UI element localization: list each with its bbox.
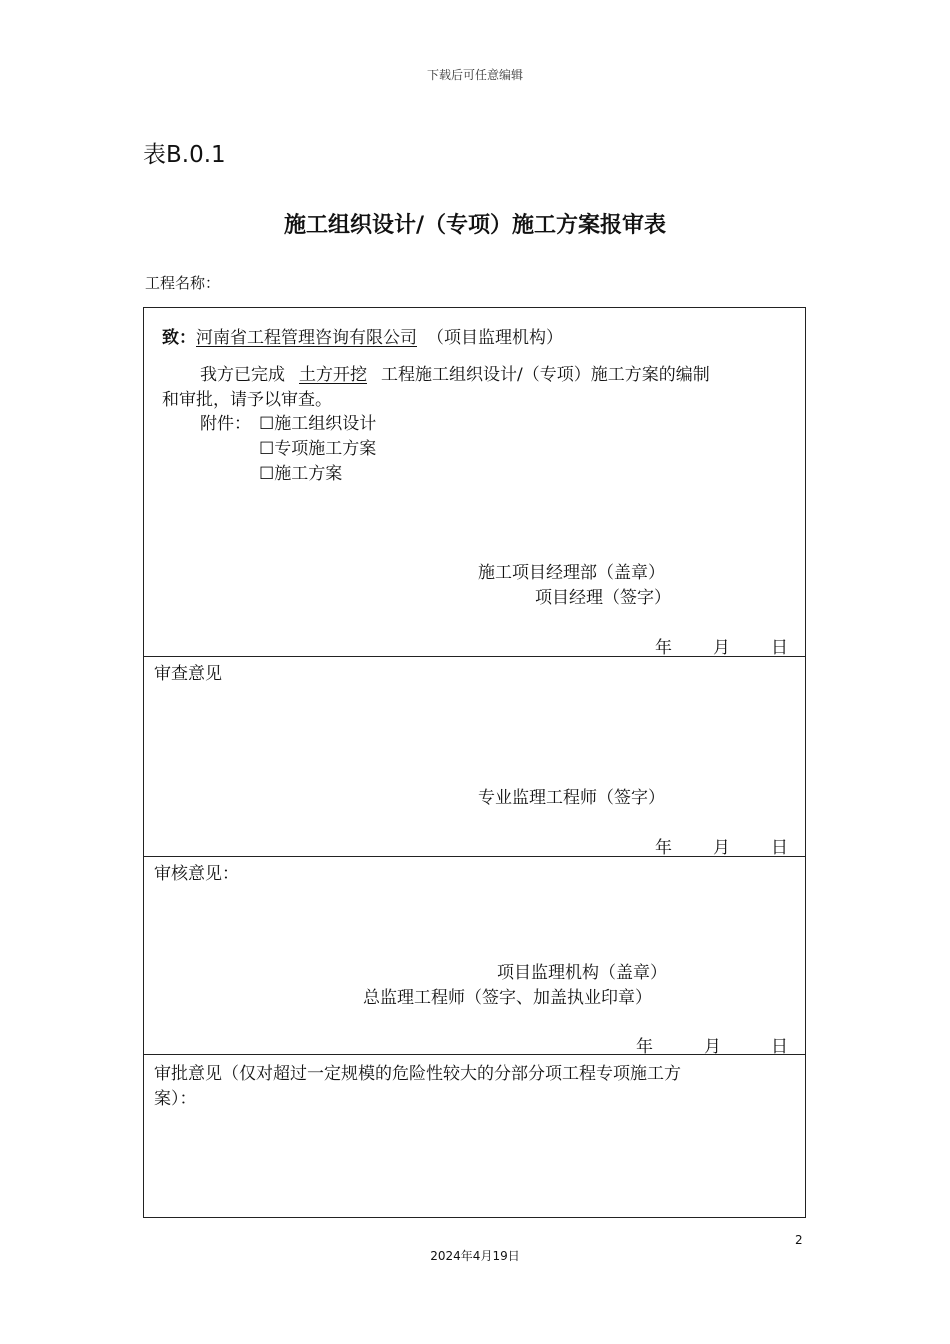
date-year: 年 — [655, 638, 672, 658]
date-year: 年 — [655, 838, 672, 858]
recipient-line — [162, 323, 563, 348]
attachment-label-text: 专项施工方案 — [274, 439, 377, 459]
project-underline — [285, 365, 381, 385]
approval-opinion-heading-line-2: 案）： — [154, 1089, 197, 1109]
checkbox-icon[interactable]: ☐ — [259, 414, 275, 434]
body-suffix: 工程施工组织设计/（专项）施工方案的编制 — [381, 365, 710, 385]
supervision-org-stamp-label: 项目监理机构（盖章） — [497, 963, 667, 983]
page-number: 2 — [795, 1233, 803, 1247]
project-name-value: 土方开挖 — [299, 365, 367, 385]
project-manager-sign-label: 项目经理（签字） — [535, 588, 671, 608]
attachment-label-text: 施工方案 — [274, 464, 343, 484]
contractor-stamp-label: 施工项目经理部（盖章） — [478, 563, 665, 583]
date-month: 月 — [713, 838, 730, 858]
audit-opinion-heading: 审核意见： — [154, 864, 239, 884]
body-line-1 — [200, 360, 710, 385]
date-month: 月 — [713, 638, 730, 658]
approval-opinion-heading-line-1: 审批意见（仅对超过一定规模的危险性较大的分部分项工程专项施工方 — [154, 1064, 681, 1084]
date-day: 日 — [771, 838, 788, 858]
body-prefix: 我方已完成 — [200, 365, 285, 385]
recipient-suffix: （项目监理机构） — [427, 328, 563, 348]
supervising-engineer-sign-label: 专业监理工程师（签字） — [478, 788, 665, 808]
footer-date: 2024年4月19日 — [430, 1249, 520, 1263]
row-divider — [144, 1054, 805, 1055]
header-note: 下载后可任意编辑 — [426, 68, 523, 82]
attachment-label-text: 施工组织设计 — [274, 414, 377, 434]
checkbox-icon[interactable]: ☐ — [259, 464, 275, 484]
attachment-label: 附件： — [200, 414, 251, 434]
date-day: 日 — [771, 638, 788, 658]
body-line-2: 和审批，请予以审查。 — [162, 390, 332, 410]
attachment-item-construction-plan[interactable] — [259, 459, 342, 484]
review-opinion-heading: 审查意见 — [154, 664, 222, 684]
checkbox-icon[interactable]: ☐ — [259, 439, 275, 459]
attachment-item-special-plan[interactable] — [259, 434, 376, 459]
date-day: 日 — [771, 1037, 788, 1057]
recipient-name: 河南省工程管理咨询有限公司 — [196, 328, 417, 348]
date-month: 月 — [704, 1037, 721, 1057]
document-title: 施工组织设计/（专项）施工方案报审表 — [283, 213, 667, 238]
project-name-label: 工程名称： — [145, 274, 221, 292]
table-number: 表B.0.1 — [143, 142, 226, 168]
review-form-table — [143, 307, 806, 1218]
row-divider — [144, 856, 805, 857]
date-year: 年 — [636, 1037, 653, 1057]
attachment-item-org-design[interactable] — [259, 409, 376, 434]
to-label: 致： — [162, 328, 196, 348]
row-divider — [144, 656, 805, 657]
chief-engineer-sign-label: 总监理工程师（签字、加盖执业印章） — [363, 988, 652, 1008]
